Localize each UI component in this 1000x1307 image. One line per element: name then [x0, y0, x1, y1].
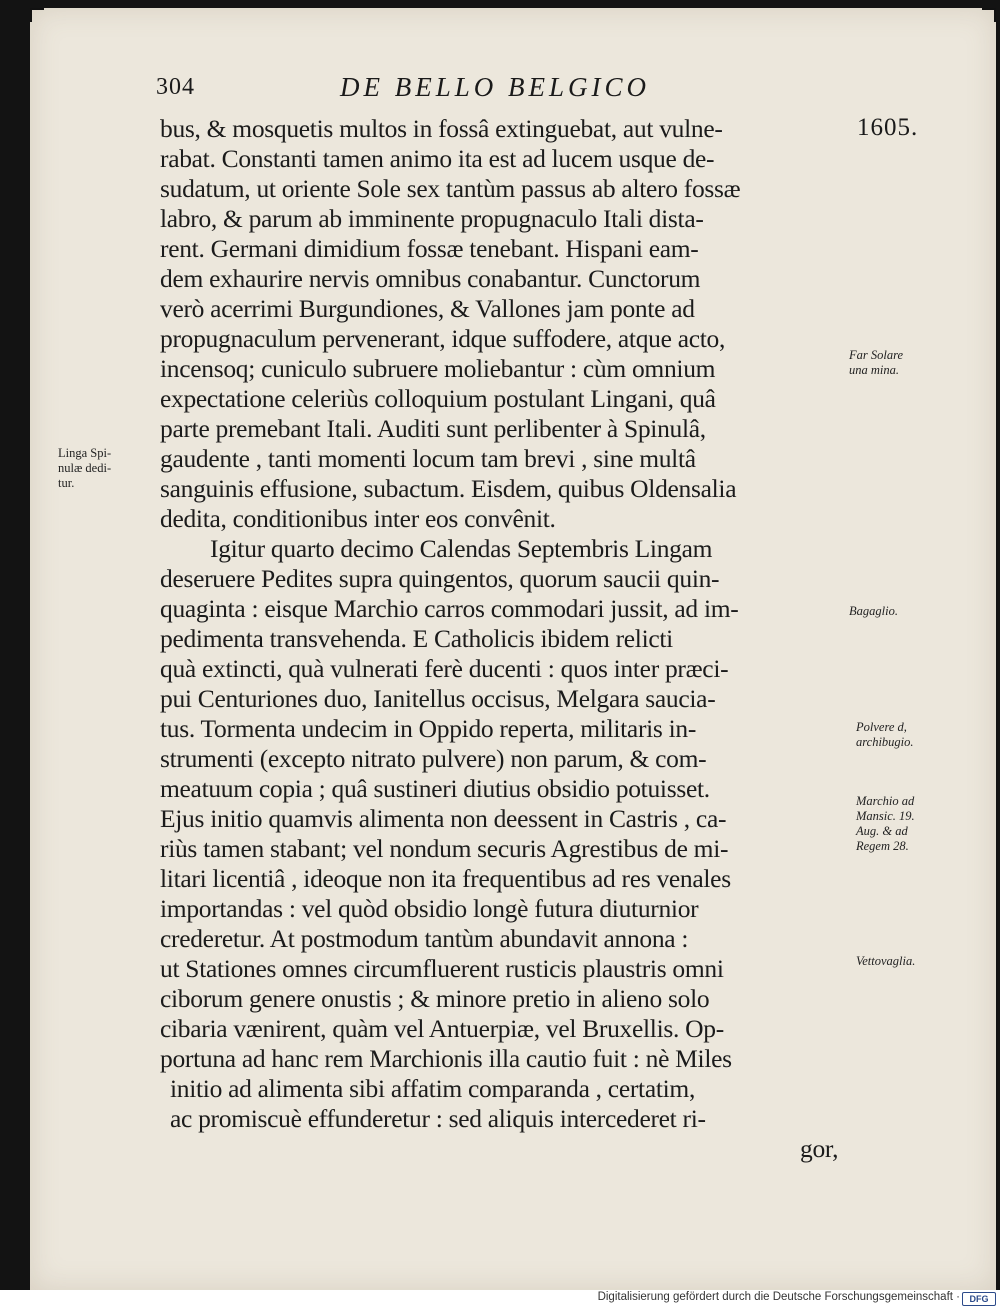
text-line: verò acerrimi Burgundiones, & Vallones jam ponte ad: [160, 294, 695, 323]
margin-note-line: Linga Spi-: [58, 446, 112, 460]
text-line: incensoq; cuniculo subruere moliebantur : cùm omnium: [160, 354, 716, 383]
text-line: gaudente , tanti momenti locum tam brevi , sine multâ: [160, 444, 696, 473]
margin-note-line: archibugio.: [856, 735, 914, 749]
margin-note-right: [849, 604, 898, 619]
text-line-catchword: gor,: [800, 1134, 839, 1163]
text-line: pedimenta transvehenda. E Catholicis ibidem relicti: [160, 624, 673, 653]
margin-note-right: [856, 720, 914, 750]
footer-bar: [0, 1290, 1000, 1307]
margin-note-line: Mansic. 19.: [856, 809, 915, 823]
text-line: labro, & parum ab imminente propugnaculo Itali dista-: [160, 204, 704, 233]
margin-note-line: Polvere d,: [856, 720, 907, 734]
text-line: dedita, conditionibus inter eos convênit.: [160, 504, 556, 533]
text-line: sanguinis effusione, subactum. Eisdem, quibus Oldensalia: [160, 474, 737, 503]
text-line: bus, & mosquetis multos in fossâ extinguebat, aut vulne-: [160, 114, 723, 143]
text-line: crederetur. At postmodum tantùm abundavit annona :: [160, 924, 689, 953]
text-line: propugnaculum pervenerant, idque suffodere, atque acto,: [160, 324, 726, 353]
text-line: parte premebant Itali. Auditi sunt perlibenter à Spinulâ,: [160, 414, 706, 443]
text-line: cibaria vænirent, quàm vel Antuerpiæ, vel Bruxellis. Op-: [160, 1014, 724, 1043]
text-line: ac promiscuè effunderetur : sed aliquis intercederet ri-: [170, 1104, 706, 1133]
text-line: ut Stationes omnes circumfluerent rusticis plaustris omni: [160, 954, 724, 983]
text-block: [30, 8, 996, 1290]
text-line: expectatione celeriùs colloquium postulant Lingani, quâ: [160, 384, 716, 413]
text-line: pui Centuriones duo, Ianitellus occisus, Melgara saucia-: [160, 684, 716, 713]
margin-note-line: Marchio ad: [856, 794, 915, 808]
dfg-logo: DFG: [962, 1292, 996, 1306]
text-line: rent. Germani dimidium fossæ tenebant. Hispani eam-: [160, 234, 699, 263]
book-page: [30, 8, 996, 1290]
margin-note-line: Vettovaglia.: [856, 954, 916, 968]
text-line: quà extincti, quà vulnerati ferè ducenti : quos inter præci-: [160, 654, 729, 683]
footer-credit: Digitalisierung gefördert durch die Deutsche Forschungsgemeinschaft ·: [597, 1291, 960, 1303]
text-line: portuna ad hanc rem Marchionis illa cautio fuit : nè Miles: [160, 1044, 732, 1073]
text-line: Igitur quarto decimo Calendas Septembris Lingam: [210, 534, 713, 563]
margin-note-right: [856, 954, 915, 969]
page-number: 304: [156, 74, 195, 100]
text-line: importandas : vel quòd obsidio longè futura diuturnior: [160, 894, 699, 923]
margin-note-line: Bagaglio.: [849, 604, 898, 618]
margin-note-line: Aug. & ad: [856, 824, 908, 838]
margin-year: 1605.: [857, 114, 919, 141]
text-line: meatuum copia ; quâ sustineri diutius obsidio potuisset.: [160, 774, 710, 803]
running-title: DE BELLO BELGICO: [340, 72, 651, 102]
text-line: strumenti (excepto nitrato pulvere) non parum, & com-: [160, 744, 707, 773]
margin-note-line: nulæ dedi-: [58, 461, 112, 475]
text-line: Ejus initio quamvis alimenta non deessent in Castris , ca-: [160, 804, 727, 833]
text-line: riùs tamen stabant; vel nondum securis Agrestibus de mi-: [160, 834, 729, 863]
text-line: rabat. Constanti tamen animo ita est ad lucem usque de-: [160, 144, 715, 173]
margin-note-line: Regem 28.: [856, 839, 909, 853]
text-line: ciborum genere onustis ; & minore pretio in alieno solo: [160, 984, 710, 1013]
margin-note-line: tur.: [58, 476, 75, 490]
margin-note-left: [58, 446, 111, 491]
text-line: dem exhaurire nervis omnibus conabantur. Cunctorum: [160, 264, 701, 293]
text-line: initio ad alimenta sibi affatim comparanda , certatim,: [170, 1074, 696, 1103]
margin-note-right: [849, 348, 903, 378]
text-line: tus. Tormenta undecim in Oppido reperta, militaris in-: [160, 714, 697, 743]
margin-note-line: una mina.: [849, 363, 899, 377]
text-line: quaginta : eisque Marchio carros commodari jussit, ad im-: [160, 594, 739, 623]
text-line: deseruere Pedites supra quingentos, quorum saucii quin-: [160, 564, 720, 593]
text-line: sudatum, ut oriente Sole sex tantùm passus ab altero fossæ: [160, 174, 741, 203]
margin-note-right: [856, 794, 915, 854]
text-line: litari licentiâ , ideoque non ita frequentibus ad res venales: [160, 864, 731, 893]
margin-note-line: Far Solare: [849, 348, 904, 362]
